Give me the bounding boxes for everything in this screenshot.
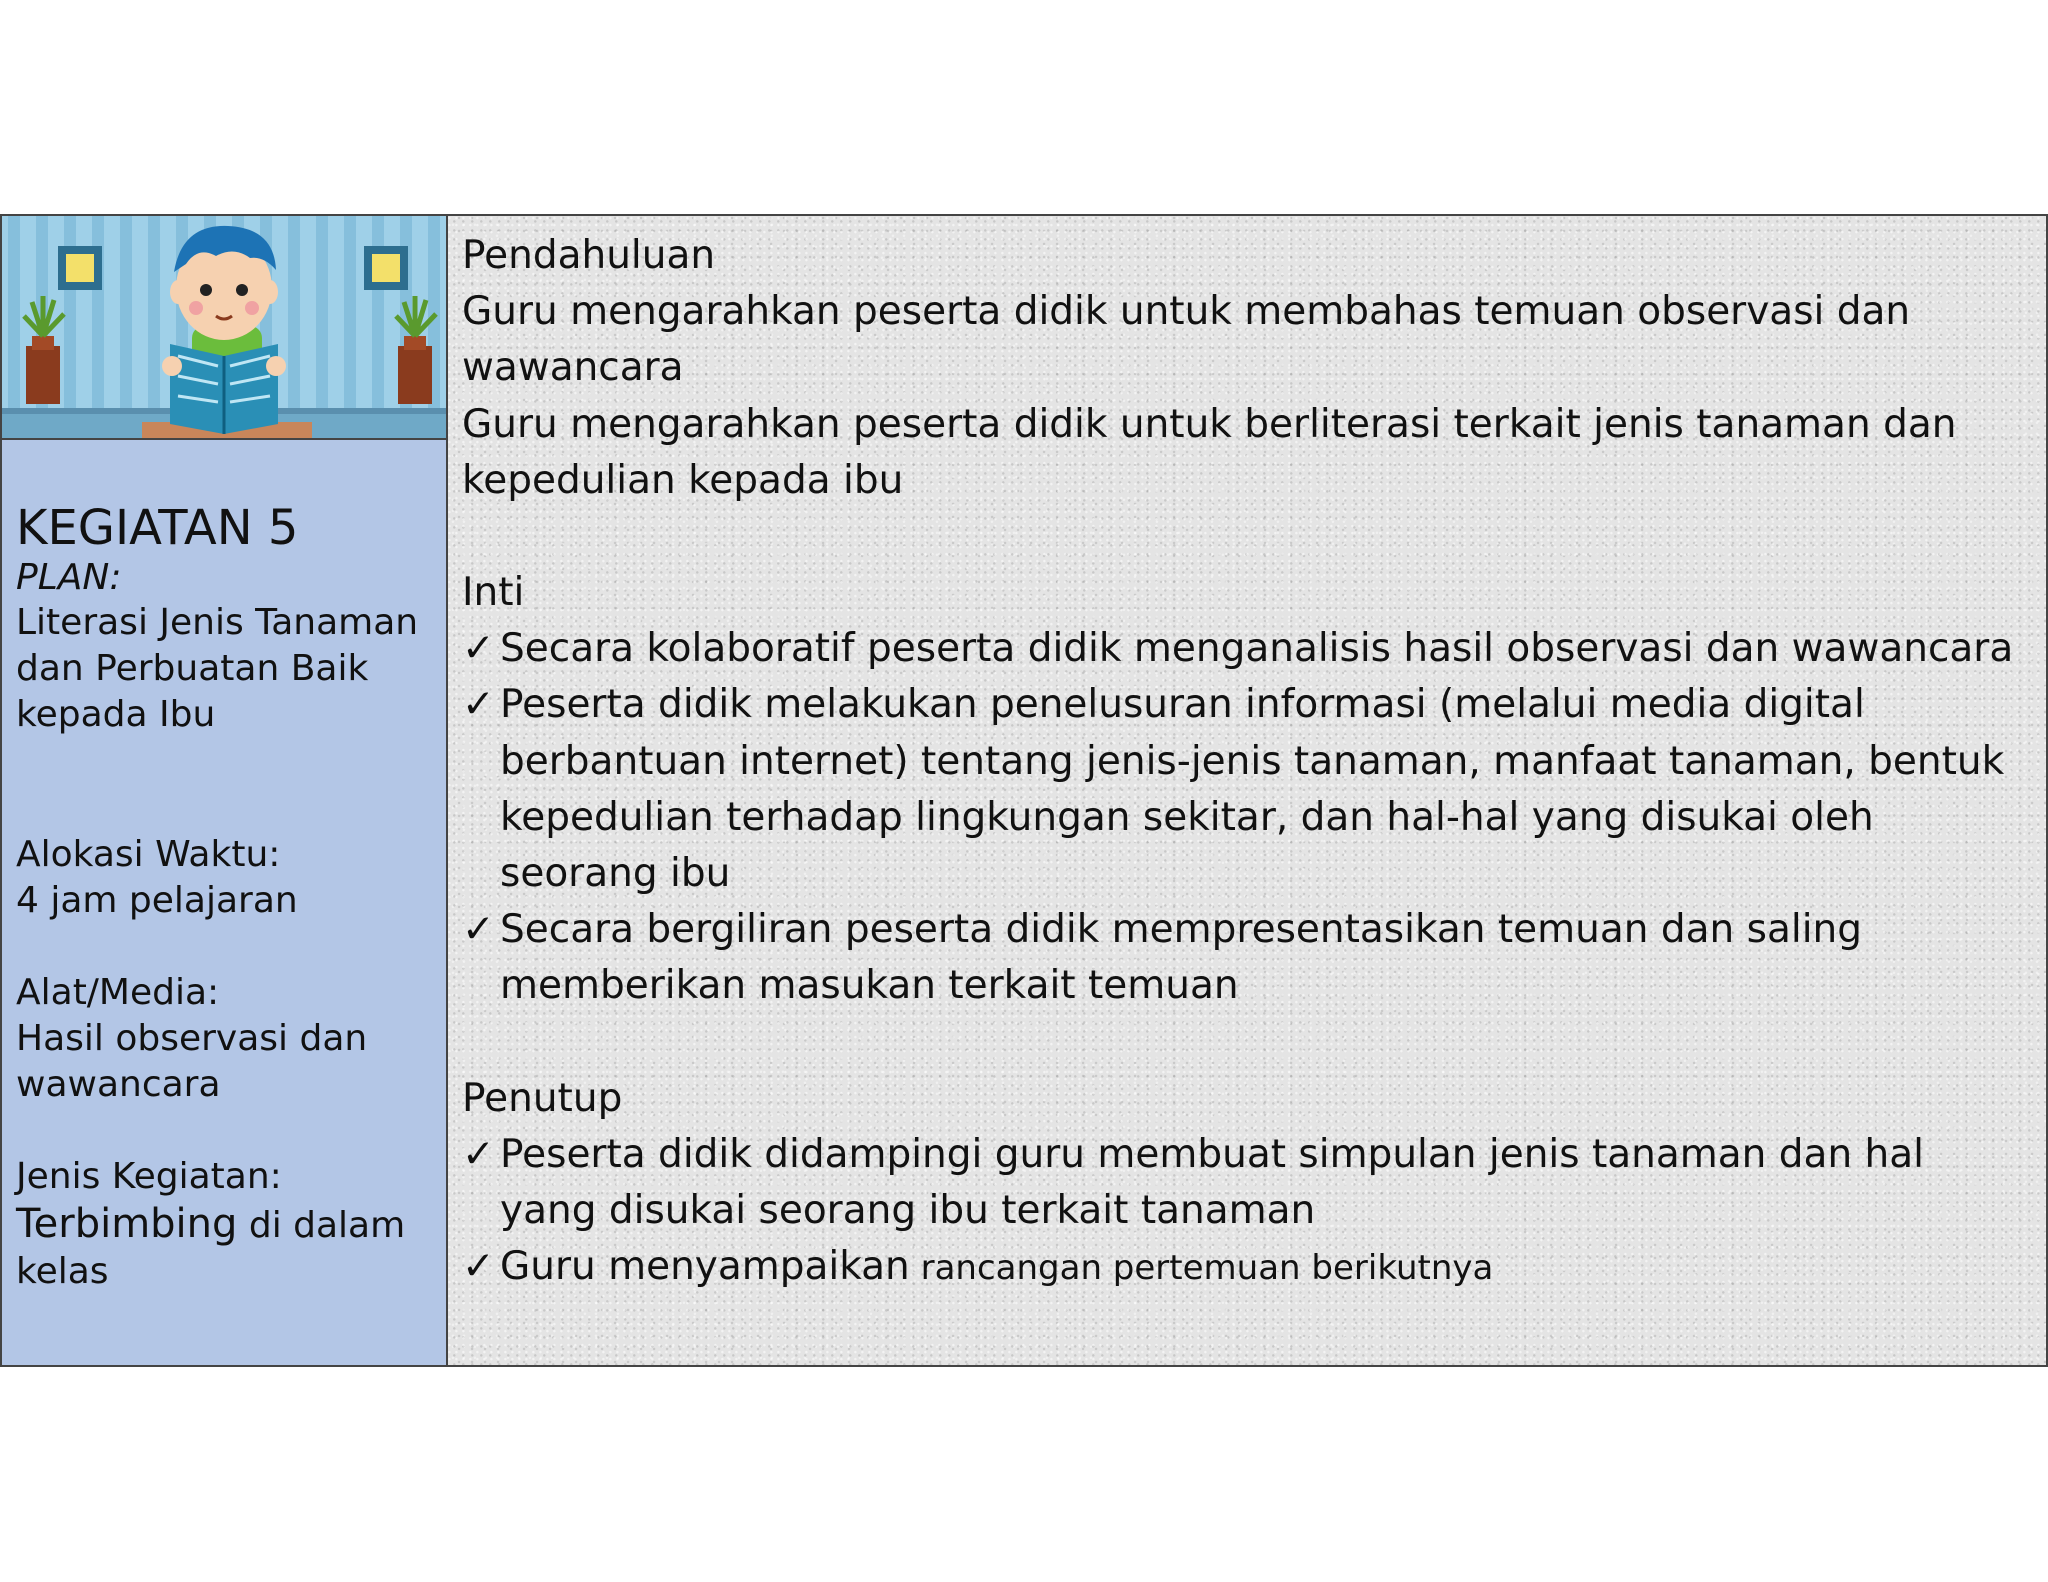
jenis-kegiatan-rest: di dalam (237, 1205, 406, 1246)
alokasi-waktu-label: Alokasi Waktu: (16, 834, 281, 875)
jenis-kegiatan-line2: kelas (16, 1251, 109, 1292)
pendahuluan-item: Guru mengarahkan peserta didik untuk membahas temuan observasi dan wawancara (462, 289, 1911, 391)
inti-item-text: Secara bergiliran peserta didik mempresentasikan temuan dan saling memberikan masukan terkait temuan (500, 907, 1863, 1009)
inti-item (462, 677, 2026, 902)
checkmark-icon: ✓ (462, 907, 495, 953)
penutup-item (462, 1239, 2026, 1296)
checkmark-icon: ✓ (462, 682, 495, 728)
pendahuluan-item: Guru mengarahkan peserta didik untuk berliterasi terkait jenis tanaman dan kepedulian kepada ibu (462, 401, 1957, 503)
pendahuluan-heading: Pendahuluan (462, 233, 716, 278)
checkmark-icon: ✓ (462, 626, 495, 672)
jenis-kegiatan-value (16, 1200, 446, 1249)
inti-item-text: Secara kolaboratif peserta didik menganalisis hasil observasi dan wawancara (500, 626, 2014, 672)
inti-item (462, 621, 2026, 677)
penutup-item-tail: rancangan pertemuan berikutnya (909, 1248, 1494, 1289)
penutup-item-main: Guru menyampaikan (500, 1244, 910, 1290)
plan-line: Literasi Jenis Tanaman (16, 602, 419, 643)
alat-media-line: Hasil observasi dan (16, 1018, 368, 1059)
plan-line: dan Perbuatan Baik (16, 648, 369, 689)
alokasi-waktu-value: 4 jam pelajaran (16, 880, 298, 921)
penutup-heading: Penutup (462, 1075, 623, 1121)
jenis-kegiatan-main: Terbimbing (16, 1201, 238, 1247)
inti-item-text: Peserta didik melakukan penelusuran informasi (melalui media digital berbantuan internet) tentang jenis-jenis tanaman, manfaat tanaman, bentuk kepedulian terhadap lingkungan sekitar, dan hal-hal yang disukai oleh seorang ibu (500, 682, 2005, 897)
checkmark-icon: ✓ (462, 1244, 495, 1290)
boy-reading-illustration (2, 216, 446, 438)
plan-line: kepada Ibu (16, 694, 216, 735)
activity-title: KEGIATAN 5 (16, 500, 299, 556)
activity-info-box (2, 438, 446, 1365)
penutup-item-text: Peserta didik didampingi guru membuat simpulan jenis tanaman dan hal yang disukai seorang ibu terkait tanaman (500, 1131, 1925, 1234)
inti-item (462, 902, 2026, 1014)
inti-heading: Inti (462, 570, 525, 616)
slide (0, 214, 2048, 1367)
alat-media-line: wawancara (16, 1064, 221, 1105)
penutup-item (462, 1127, 2026, 1239)
activity-steps-panel (448, 216, 2048, 1365)
plan-label: PLAN: (16, 557, 122, 598)
alat-media-label: Alat/Media: (16, 972, 220, 1013)
left-panel (0, 216, 448, 1365)
checkmark-icon: ✓ (462, 1131, 495, 1177)
jenis-kegiatan-label: Jenis Kegiatan: (16, 1156, 282, 1197)
